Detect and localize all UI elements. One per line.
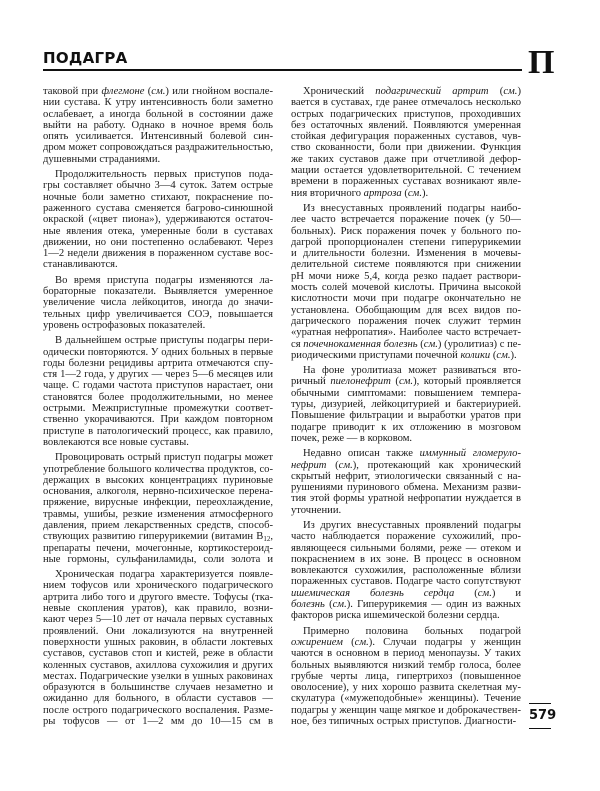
text-line	[291, 588, 521, 599]
text-segment: Во время приступа подагры изменяются ла-	[55, 274, 273, 286]
text-line	[43, 603, 273, 614]
text-segment: ся	[291, 338, 304, 350]
text-segment: (	[401, 187, 408, 199]
text-line	[291, 637, 521, 648]
cross-reference-term: см.	[407, 187, 422, 199]
text-segment: ).	[510, 349, 517, 361]
text-line	[43, 580, 273, 591]
text-segment: нии сустава. К утру интенсивность боли заметно	[43, 97, 273, 109]
text-segment: На фоне уролитиаза может развиваться вто-	[303, 365, 521, 377]
text-line	[43, 592, 273, 603]
text-segment: Недавно описан также	[303, 448, 420, 460]
text-segment: тия этой формы уратной нефропатии нуждается в	[291, 493, 521, 505]
cross-reference-term: см.	[398, 376, 414, 388]
text-segment: станавливаются.	[43, 259, 118, 271]
text-segment: ,	[270, 531, 273, 543]
text-line	[291, 505, 521, 516]
text-line	[291, 565, 521, 576]
text-segment: ство скованности, боли при движении. Функция	[291, 142, 521, 154]
text-segment: окраской («цвет пиона»), удерживаются остаточ-	[43, 214, 273, 226]
text-line	[43, 192, 273, 203]
text-segment: ное, без типичных острых приступов. Диагности-	[291, 716, 517, 728]
text-line	[43, 437, 273, 448]
text-line	[43, 693, 273, 704]
text-line	[43, 131, 273, 142]
text-line	[291, 554, 521, 565]
text-segment: коленных суставов, ахиллова сухожилия и других	[43, 659, 273, 671]
text-segment: без остаточных явлений. Появляются умеренная	[291, 119, 521, 131]
text-line	[43, 637, 273, 648]
text-segment: (	[417, 338, 424, 350]
text-segment: покраснением в их зоне. В процесс в основном	[291, 553, 521, 565]
text-line	[43, 554, 273, 565]
text-segment: проявлений. Они локализуются на внутренней	[43, 625, 273, 637]
cross-reference-term: нефрит	[291, 459, 327, 471]
text-segment: (	[326, 459, 339, 471]
text-line	[43, 169, 273, 180]
text-line	[291, 610, 521, 621]
text-segment: острых подагрических приступов, проходивших	[291, 108, 521, 120]
text-segment: установлена. Обобщающим для всех видов по-	[291, 304, 521, 316]
section-letter-tab: П	[528, 44, 555, 81]
text-line	[291, 626, 521, 637]
paragraph	[43, 335, 273, 448]
text-segment: местах. Подагрические узелки в ушных раковинах	[43, 670, 273, 682]
text-segment: (	[324, 599, 333, 611]
text-segment: ния вторичного	[291, 187, 364, 199]
text-line	[291, 493, 521, 504]
page-number: 579	[529, 703, 551, 729]
text-line	[291, 531, 521, 542]
text-line	[291, 693, 521, 704]
text-segment: невые скопления уратов), как правило, возни-	[43, 603, 273, 615]
text-segment: риодическими приступами почечной	[291, 349, 461, 361]
text-segment: движении, но они постепенно ослабевают. Через	[43, 236, 273, 248]
text-segment: лее часто встречается поражение почек (у 50—	[291, 214, 521, 226]
text-segment: ослабевает, а иногда больной в состоянии даже	[43, 108, 273, 120]
text-segment: же таких суставов даже при отчетливой дефор-	[291, 153, 521, 165]
text-line	[43, 97, 273, 108]
text-segment: мость солей мочевой кислоты. Причина высокой	[291, 282, 521, 294]
text-segment: уточнении.	[291, 504, 342, 516]
text-segment: ричный	[291, 376, 331, 388]
text-line	[43, 392, 273, 403]
text-line	[43, 286, 273, 297]
text-line	[291, 482, 521, 493]
text-segment: стойкая дефигурация пораженных суставов, чув-	[291, 131, 521, 143]
text-segment: Хронический	[303, 86, 376, 97]
text-line	[291, 660, 521, 671]
text-segment: пряжение, вирусные инфекции, переохлаждение,	[43, 497, 273, 509]
text-line	[43, 248, 273, 259]
text-line	[43, 475, 273, 486]
text-segment: обычными симптомами: повышением темпера-	[291, 387, 521, 399]
text-segment: душевными страданиями.	[43, 153, 161, 165]
text-segment: больных). Риск поражения почек у больного по-	[291, 225, 521, 237]
paragraph	[43, 275, 273, 331]
text-line	[291, 705, 521, 716]
text-line	[291, 154, 521, 165]
text-segment: вовлекаются все новые суставы.	[43, 436, 189, 448]
text-line	[43, 716, 273, 727]
text-segment: чаются в основном в период менопаузы. У таких	[291, 648, 521, 660]
text-column-right	[291, 86, 521, 731]
text-line	[291, 576, 521, 587]
text-segment: Хроническая подагра характеризуется появле-	[55, 569, 273, 581]
text-line	[43, 648, 273, 659]
text-segment: ночные боли заметно стихают, покраснение по-	[43, 191, 273, 203]
text-line	[43, 660, 273, 671]
text-segment: ). Случаи подагры у женщин	[368, 636, 521, 648]
text-segment: грубые черты лица, гипертрихоз (повышенное	[291, 670, 521, 682]
paragraph	[43, 569, 273, 727]
text-segment: В дальнейшем острые приступы подагры пери-	[55, 335, 273, 347]
text-segment: выйти на работу. Однако в ночное время боль	[43, 119, 273, 131]
text-line	[43, 569, 273, 580]
text-segment: употребление большого количества продуктов, со-	[43, 463, 273, 475]
cross-reference-term: пиелонефрит	[330, 376, 391, 388]
text-line	[291, 339, 521, 350]
text-segment: больных выявляются низкий тембр голоса, более	[291, 659, 521, 671]
text-line	[43, 142, 273, 153]
cross-reference-term: см.	[151, 86, 166, 97]
text-segment: )	[517, 86, 521, 97]
text-segment: Из других внесуставных проявлений подагры	[303, 519, 521, 531]
text-segment: бораторные показатели. Выявляется умеренное	[43, 286, 273, 298]
text-line	[43, 203, 273, 214]
text-line	[43, 320, 273, 331]
text-line	[291, 399, 521, 410]
cross-reference-term: колики	[460, 349, 491, 361]
text-line	[291, 422, 521, 433]
cross-reference-term: см.	[332, 599, 347, 611]
text-segment: ные гормоны, сульфаниламиды, соли золота и	[43, 553, 273, 565]
text-segment: дагрического поражения почек служит термин	[291, 315, 521, 327]
text-line	[43, 531, 273, 542]
text-segment: дром может сопровождаться раздражительностью,	[43, 142, 273, 154]
text-line	[291, 682, 521, 693]
text-segment: (	[144, 86, 152, 97]
text-line	[291, 327, 521, 338]
text-line	[291, 97, 521, 108]
text-segment: опять усиливается. Интенсивный болевой син-	[43, 131, 273, 143]
text-segment: чаще. С годами частота приступов нарастает, они	[43, 380, 273, 392]
text-line	[43, 486, 273, 497]
paragraph	[291, 448, 521, 516]
cross-reference-term: см.	[338, 459, 353, 471]
text-line	[43, 671, 273, 682]
text-segment: Повышение фильтрации и выработки уратов при	[291, 410, 521, 422]
text-segment: почек, реже — в корковом.	[291, 432, 413, 444]
paragraph	[43, 169, 273, 271]
text-segment: годы болезни рецидивы артрита отмечаются спу-	[43, 357, 273, 369]
cross-reference-term: флегмоне	[101, 86, 145, 97]
text-segment: ожиданно для больного, в области суставов —	[43, 693, 273, 705]
text-segment: таковой при	[43, 86, 102, 97]
text-line	[291, 350, 521, 361]
text-segment: «уратная нефропатия». Наиболее часто встречает-	[291, 327, 521, 339]
text-line	[43, 543, 273, 554]
text-line	[43, 509, 273, 520]
text-line	[43, 86, 273, 97]
text-line	[43, 297, 273, 308]
text-segment: ) и	[491, 587, 521, 599]
text-line	[291, 237, 521, 248]
text-line	[43, 414, 273, 425]
text-segment: времени в пораженных суставах возникают явле-	[291, 176, 521, 188]
text-line	[43, 403, 273, 414]
text-segment: раженного сустава сменяется багрово-синюшной	[43, 202, 273, 214]
text-segment: ственно укорачиваются. При каждом повторном	[43, 414, 273, 426]
text-segment: и длительности болезни. Изменения в мочевы-	[291, 248, 521, 260]
text-segment: поверхности ушных раковин, в области локтевых	[43, 636, 273, 648]
text-segment: после острого подагрического воспаления. Разме-	[43, 704, 273, 716]
cross-reference-term: см.	[354, 636, 369, 648]
text-segment: факторов риска ишемической болезни сердца.	[291, 610, 500, 622]
paragraph	[291, 520, 521, 622]
text-segment: вается в суставах, где ранее отмечалось несколько	[291, 97, 521, 109]
text-segment: держащих в высоких концентрациях пуриновые	[43, 474, 273, 486]
text-line	[291, 226, 521, 237]
text-segment: являющееся сильными болями, реже — отеком и	[291, 542, 521, 554]
text-line	[291, 460, 521, 471]
text-line	[291, 520, 521, 531]
text-line	[291, 165, 521, 176]
text-segment: образуются в большинстве случаев незаметно и	[43, 682, 273, 694]
text-segment: Провоцировать острый приступ подагры может	[55, 452, 273, 464]
text-segment: кают через 5—10 лет от начала первых суставных	[43, 614, 273, 626]
text-segment: гры составляет обычно 3—4 суток. Затем острые	[43, 180, 273, 192]
paragraph	[291, 203, 521, 361]
text-line	[43, 520, 273, 531]
text-line	[43, 705, 273, 716]
text-segment: основания, алкоголя, нервно-психическое перена-	[43, 486, 273, 498]
text-segment: Примерно половина больных подагрой	[303, 625, 521, 637]
text-line	[291, 142, 521, 153]
text-segment: скулатура («мужеподобные» женщины). Течение	[291, 693, 521, 705]
cross-reference-term: см.	[503, 86, 518, 97]
text-segment: подагре приводит к их отложению в мозговом	[291, 421, 521, 433]
text-segment: давления, прием лекарственных средств, способ-	[43, 519, 273, 531]
text-line	[291, 365, 521, 376]
text-line	[43, 614, 273, 625]
text-line	[43, 237, 273, 248]
text-segment: ).	[421, 187, 429, 199]
text-line	[291, 86, 521, 97]
text-line	[43, 369, 273, 380]
text-segment: (	[342, 636, 355, 648]
cross-reference-term: ожирением	[291, 636, 343, 648]
paragraph	[291, 86, 521, 199]
text-segment: артрита либо того и другого вместе. Тофусы (тка-	[43, 591, 273, 603]
paragraph	[43, 86, 273, 165]
text-line	[291, 176, 521, 187]
text-line	[291, 448, 521, 459]
text-segment: мации остается удовлетворительной. С течением	[291, 165, 521, 177]
cross-reference-term: см.	[496, 349, 511, 361]
text-segment: подагры у женщин чаще мягкое и доброкачествен-	[291, 704, 521, 716]
text-line	[291, 388, 521, 399]
text-segment: травмы, ушибы, резкие изменения атмосферного	[43, 508, 273, 520]
text-line	[291, 293, 521, 304]
text-line	[43, 426, 273, 437]
text-line	[291, 203, 521, 214]
text-line	[291, 671, 521, 682]
text-segment: нием тофусов или хронического подагрического	[43, 580, 273, 592]
text-line	[291, 188, 521, 199]
text-line	[43, 226, 273, 237]
subscript: 12	[263, 535, 271, 543]
text-segment: ) (уролитиаз) с пе-	[437, 338, 521, 350]
text-segment: пораженных суставов. Подагре часто сопутствуют	[291, 576, 521, 588]
cross-reference-term: болезнь	[291, 599, 325, 611]
text-line	[291, 716, 521, 727]
cross-reference-term: подагрический артрит	[375, 86, 489, 97]
text-line	[43, 497, 273, 508]
text-line	[291, 120, 521, 131]
text-line	[291, 248, 521, 259]
cross-reference-term: ишемическая болезнь сердца	[291, 587, 455, 599]
text-segment: скрытый нефрит, этиологически связанный с на-	[291, 470, 521, 482]
text-line	[43, 358, 273, 369]
text-line	[43, 380, 273, 391]
text-column-left	[43, 86, 273, 731]
text-segment: приступе в патологический процесс, как правило,	[43, 425, 273, 437]
text-segment: уровень острофазовых показателей.	[43, 319, 206, 331]
text-segment: оволосение), у них хорошо развита скелетная му-	[291, 682, 521, 694]
text-segment: (	[490, 349, 497, 361]
text-segment: увеличение числа лейкоцитов, иногда до значи-	[43, 297, 273, 309]
text-line	[291, 376, 521, 387]
text-segment: (	[390, 376, 399, 388]
text-segment: делительной системе появляются при снижении	[291, 259, 521, 271]
text-segment: препараты печени, мочегонные, кортикостероид-	[43, 542, 273, 554]
text-line	[291, 433, 521, 444]
text-segment: (	[488, 86, 504, 97]
text-line	[43, 154, 273, 165]
text-segment: ), который проявляется	[413, 376, 521, 388]
text-line	[43, 214, 273, 225]
cross-reference-term: см.	[477, 587, 492, 599]
text-line	[43, 347, 273, 358]
text-line	[43, 335, 273, 346]
running-header-title: ПОДАГРА	[43, 49, 128, 67]
text-line	[291, 599, 521, 610]
text-segment: дагрой пропорционален степени гиперурикемии	[291, 236, 521, 248]
text-line	[291, 305, 521, 316]
cross-reference-term: см.	[423, 338, 438, 350]
text-line	[291, 648, 521, 659]
text-segment: ные явления отека, умеренные боли в суставах	[43, 225, 273, 237]
text-line	[43, 120, 273, 131]
text-line	[291, 214, 521, 225]
text-line	[291, 109, 521, 120]
cross-reference-term: почечнокаменная болезнь	[303, 338, 418, 350]
paragraph	[291, 365, 521, 444]
text-segment: ), протекающий как хронический	[352, 459, 521, 471]
cross-reference-term: иммунный гломеруло-	[419, 448, 521, 460]
text-line	[291, 259, 521, 270]
text-line	[43, 452, 273, 463]
text-segment: ры тофусов — от 1—2 мм до 10—15 см в	[43, 716, 273, 728]
text-line	[291, 271, 521, 282]
text-segment: pH мочи ниже 5,4, когда резко падает раствори-	[291, 270, 521, 282]
cross-reference-term: артроза	[363, 187, 402, 199]
text-line	[291, 543, 521, 554]
text-line	[43, 109, 273, 120]
text-segment: часто наблюдается поражение сухожилий, про-	[291, 531, 521, 543]
header-rule	[43, 69, 522, 71]
text-segment: вовлекаются сухожилия, расположенные вблизи	[291, 565, 521, 577]
text-line	[43, 275, 273, 286]
text-segment: 1—2 недели движения в пораженном суставе вос-	[43, 248, 273, 260]
text-segment: становятся более продолжительными, но менее	[43, 391, 273, 403]
text-segment: тельных цифр увеличивается СОЭ, повышается	[43, 308, 273, 320]
text-segment: стя 1—2 года, у других — через 5—6 месяцев или	[43, 369, 273, 381]
text-line	[43, 682, 273, 693]
text-segment: кислотности мочи при подагре окончательно не	[291, 293, 521, 305]
text-segment: (	[454, 587, 478, 599]
text-segment: суставов, суставов стоп и кистей, реже в области	[43, 648, 273, 660]
text-segment: Продолжительность первых приступов пода-	[55, 169, 273, 181]
text-segment: Из внесуставных проявлений подагры наибо-	[303, 202, 521, 214]
text-segment: рушениями пуринового обмена. Механизм разви-	[291, 482, 521, 494]
text-segment: ) или гнойном воспале-	[165, 86, 273, 97]
paragraph	[291, 626, 521, 728]
text-segment: туры, дизурией, лейкоцитурией и бактериурией.	[291, 399, 521, 411]
text-line	[43, 180, 273, 191]
text-segment: одически повторяются. У одних больных в первые	[43, 346, 273, 358]
text-line	[43, 259, 273, 270]
text-line	[291, 131, 521, 142]
text-segment: ). Гиперурикемия — один из важных	[346, 599, 521, 611]
text-line	[291, 316, 521, 327]
text-line	[43, 309, 273, 320]
text-line	[291, 282, 521, 293]
text-line	[43, 464, 273, 475]
text-segment: ствующих развитию гиперурикемии (витамин B	[43, 531, 264, 543]
text-line	[291, 410, 521, 421]
text-line	[291, 471, 521, 482]
paragraph	[43, 452, 273, 565]
text-segment: острыми. Межприступные промежутки соответ-	[43, 403, 273, 415]
text-line	[43, 626, 273, 637]
